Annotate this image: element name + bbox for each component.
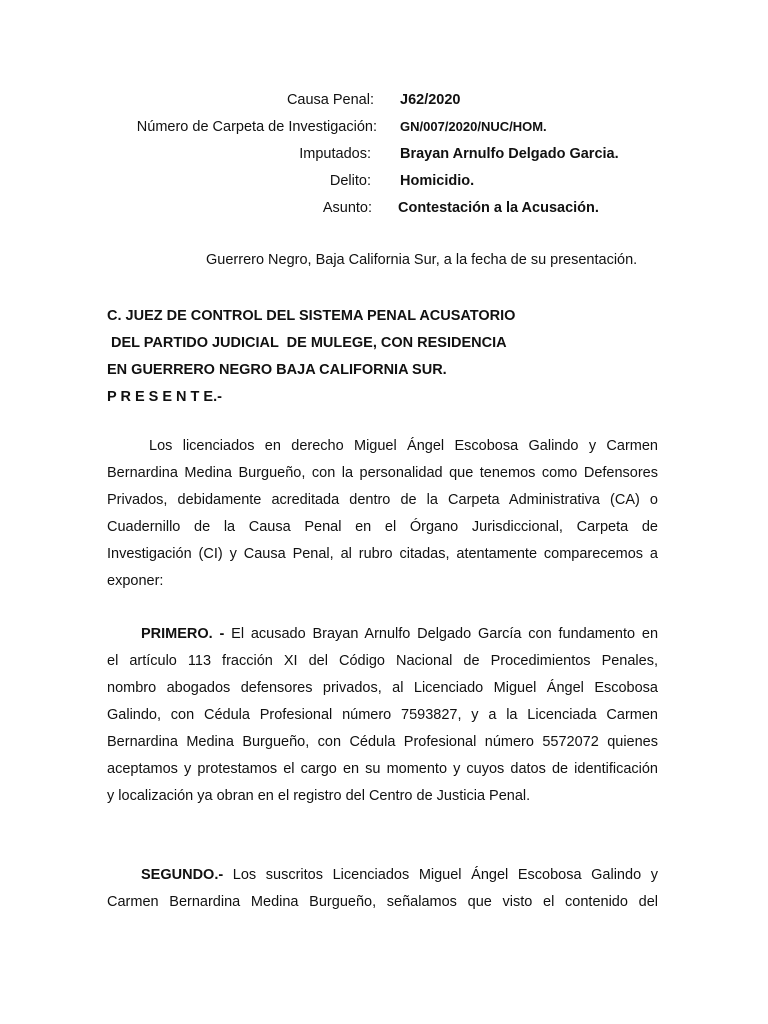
paragraph-line: Cuadernillo de la Causa Penal en el Órgano Jurisdiccional, Carpeta de — [107, 519, 658, 535]
imputados-label: Imputados: — [299, 146, 371, 162]
header-asunto-row — [0, 198, 768, 218]
delito-value: Homicidio. — [400, 173, 475, 189]
header-imputados-row — [0, 144, 768, 164]
paragraph-line: Los licenciados en derecho Miguel Ángel Escobosa Galindo y Carmen — [149, 438, 658, 454]
paragraph-line: exponer: — [107, 573, 164, 589]
carpeta-label: Número de Carpeta de Investigación: — [136, 119, 377, 135]
header-delito-row — [0, 171, 768, 191]
paragraph-line: nombro abogados defensores privados, al Licenciado Miguel Ángel Escobosa — [107, 680, 658, 696]
paragraph-line — [107, 862, 658, 889]
causa-label: Causa Penal: — [286, 92, 374, 108]
paragraph-line: Bernardina Medina Burgueño, con la personalidad que tenemos como Defensores — [107, 465, 658, 481]
intro-paragraph — [107, 433, 658, 595]
addressee-line: DEL PARTIDO JUDICIAL DE MULEGE, CON RESIDENCIA — [107, 335, 507, 351]
causa-value: J62/2020 — [400, 92, 461, 108]
paragraph-line: aceptamos y protestamos el cargo en su momento y cuyos datos de identificación — [107, 761, 658, 777]
addressee-line: P R E S E N T E.- — [107, 389, 222, 405]
carpeta-value: GN/007/2020/NUC/HOM. — [400, 119, 547, 134]
addressee-block — [107, 303, 515, 411]
header-carpeta-row — [0, 117, 768, 137]
paragraph-line: Investigación (CI) y Causa Penal, al rubro citadas, atentamente comparecemos a — [107, 546, 658, 562]
header-causa-row — [0, 90, 768, 110]
segundo-line-text: Los suscritos Licenciados Miguel Ángel Escobosa Galindo y — [232, 867, 658, 883]
addressee-line: C. JUEZ DE CONTROL DEL SISTEMA PENAL ACUSATORIO — [107, 308, 516, 324]
imputados-value: Brayan Arnulfo Delgado Garcia. — [400, 146, 619, 162]
paragraph-line: el artículo 113 fracción XI del Código Nacional de Procedimientos Penales, — [107, 653, 658, 669]
asunto-label: Asunto: — [322, 200, 372, 216]
asunto-value: Contestación a la Acusación. — [398, 200, 599, 216]
paragraph-line: Carmen Bernardina Medina Burgueño, señalamos que visto el contenido del — [107, 894, 658, 910]
primero-heading: PRIMERO. - — [141, 626, 225, 642]
addressee-line: EN GUERRERO NEGRO BAJA CALIFORNIA SUR. — [107, 362, 447, 378]
paragraph-line: y localización ya obran en el registro del Centro de Justicia Penal. — [107, 788, 531, 804]
paragraph-line: Privados, debidamente acreditada dentro de la Carpeta Administrativa (CA) o — [107, 492, 658, 508]
segundo-paragraph — [107, 862, 658, 916]
delito-label: Delito: — [329, 173, 371, 189]
segundo-heading: SEGUNDO.- — [141, 867, 224, 883]
place-date-line: Guerrero Negro, Baja California Sur, a la fecha de su presentación. — [206, 252, 638, 268]
paragraph-line: Bernardina Medina Burgueño, con Cédula Profesional número 5572072 quienes — [107, 734, 658, 750]
paragraph-line — [107, 621, 658, 648]
primero-paragraph — [107, 621, 658, 810]
primero-line-text: El acusado Brayan Arnulfo Delgado García con fundamento en — [231, 626, 659, 642]
paragraph-line: Galindo, con Cédula Profesional número 7593827, y a la Licenciada Carmen — [107, 707, 658, 723]
